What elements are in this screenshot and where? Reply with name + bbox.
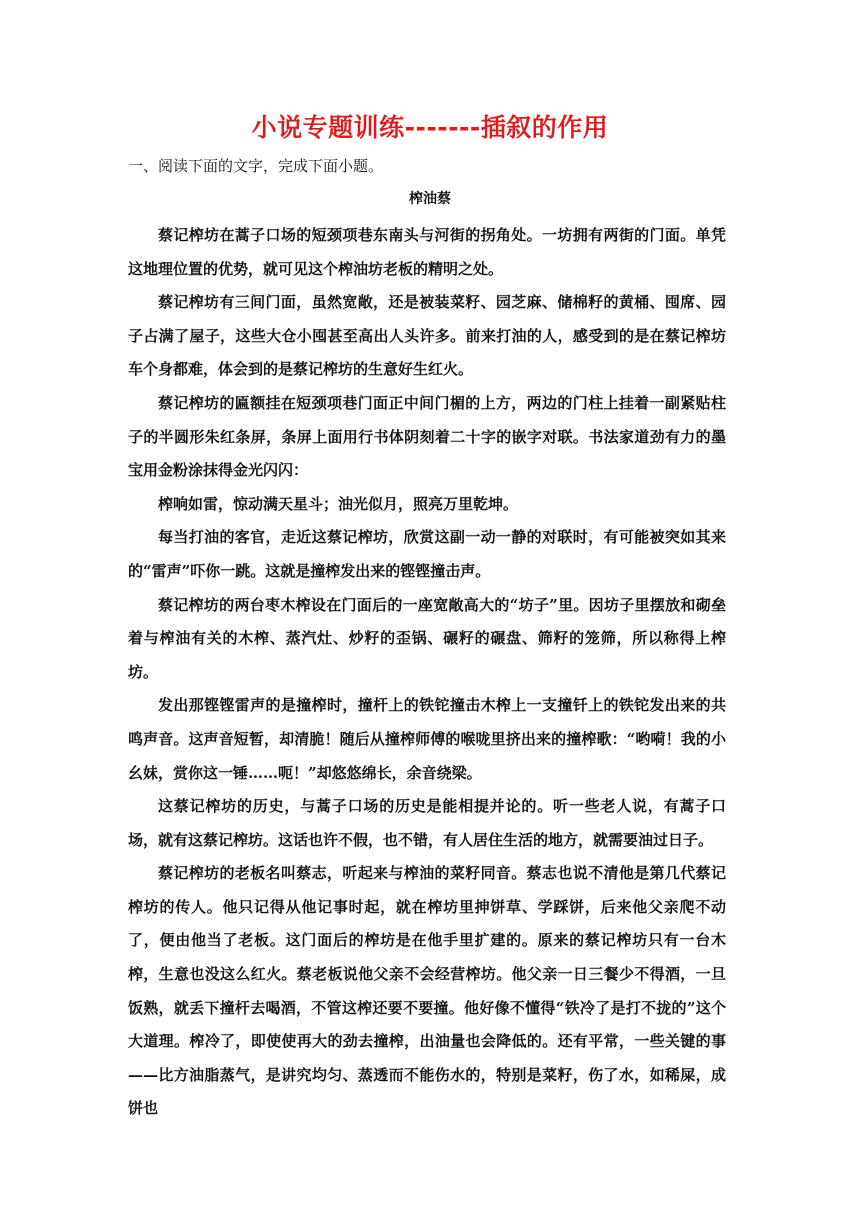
paragraph: 榨响如雷，惊动满天星斗；油光似月，照亮万里乾坤。 — [158, 494, 519, 513]
paragraph: 蔡记榨坊有三间门面，虽然宽敞，还是被装菜籽、园芝麻、储棉籽的黄桶、囤席、园子占满了屋子，这些大仓小囤甚至高出人头许多。前来打油的人，感受到的是在蔡记榨坊车个身都难，体会到的是蔡记榨坊的生意好生红火。 — [128, 293, 726, 379]
paragraph: 发出那铿铿雷声的是撞榨时，撞杆上的铁铊撞击木榨上一支撞钎上的铁铊发出来的共鸣声音。这声音短暂，却清脆！随后从撞榨师傅的喉咙里挤出来的撞榨歌：“哟嗬！我的小幺妹，赏你这一锤……呃！”却悠悠绵长，余音绕梁。 — [128, 696, 726, 782]
paragraph: 蔡记榨坊的老板名叫蔡志，听起来与榨油的菜籽同音。蔡志也说不清他是第几代蔡记榨坊的传人。他只记得从他记事时起，就在榨坊里抻饼草、学踩饼，后来他父亲爬不动了，便由他当了老板。这门面后的榨坊是在他手里扩建的。原来的蔡记榨坊只有一台木榨，生意也没这么红火。蔡老板说他父亲不会经营榨坊。他父亲一日三餐少不得酒，一旦饭熟，就丢下撞杆去喝酒，不管这榨还要不要撞。他好像不懂得“铁冷了是打不拢的”这个大道理。榨冷了，即使使再大的劲去撞榨，出油量也会降低的。还有平常，一些关键的事——比方油脂蒸气，是讲究均匀、蒸透而不能伤水的，特别是菜籽，伤了水，如稀屎，成饼也 — [128, 864, 726, 1118]
paragraph: 蔡记榨坊的两台枣木榨设在门面后的一座宽敞高大的“坊子”里。因坊子里摆放和砌垒着与榨油有关的木榨、蒸汽灶、炒籽的歪锅、碾籽的碾盘、筛籽的笼筛，所以称得上榨坊。 — [128, 595, 726, 681]
document-title: 小说专题训练-------插叙的作用 — [251, 113, 609, 142]
paragraph: 每当打油的客官，走近这蔡记榨坊，欣赏这副一动一静的对联时，有可能被突如其来的“雷声”吓你一跳。这就是撞榨发出来的铿铿撞击声。 — [128, 528, 726, 580]
question-instruction: 一、阅读下面的文字，完成下面小题。 — [128, 157, 384, 175]
story-title: 榨油蔡 — [409, 191, 451, 207]
paragraph: 这蔡记榨坊的历史，与蒿子口场的历史是能相提并论的。听一些老人说，有蒿子口场，就有这蔡记榨坊。这话也许不假，也不错，有人居住生活的地方，就需要油过日子。 — [128, 797, 726, 849]
paragraph: 蔡记榨坊的匾额挂在短颈项巷门面正中间门楣的上方，两边的门柱上挂着一副紧贴柱子的半圆形朱红条屏，条屏上面用行书体阴刻着二十字的嵌字对联。书法家道劲有力的墨宝用金粉涂抹得金光闪闪： — [128, 393, 726, 480]
story-body — [128, 219, 726, 1126]
paragraph: 蔡记榨坊在蒿子口场的短颈项巷东南头与河街的拐角处。一坊拥有两街的门面。单凭这地理位置的优势，就可见这个榨油坊老板的精明之处。 — [128, 226, 726, 278]
